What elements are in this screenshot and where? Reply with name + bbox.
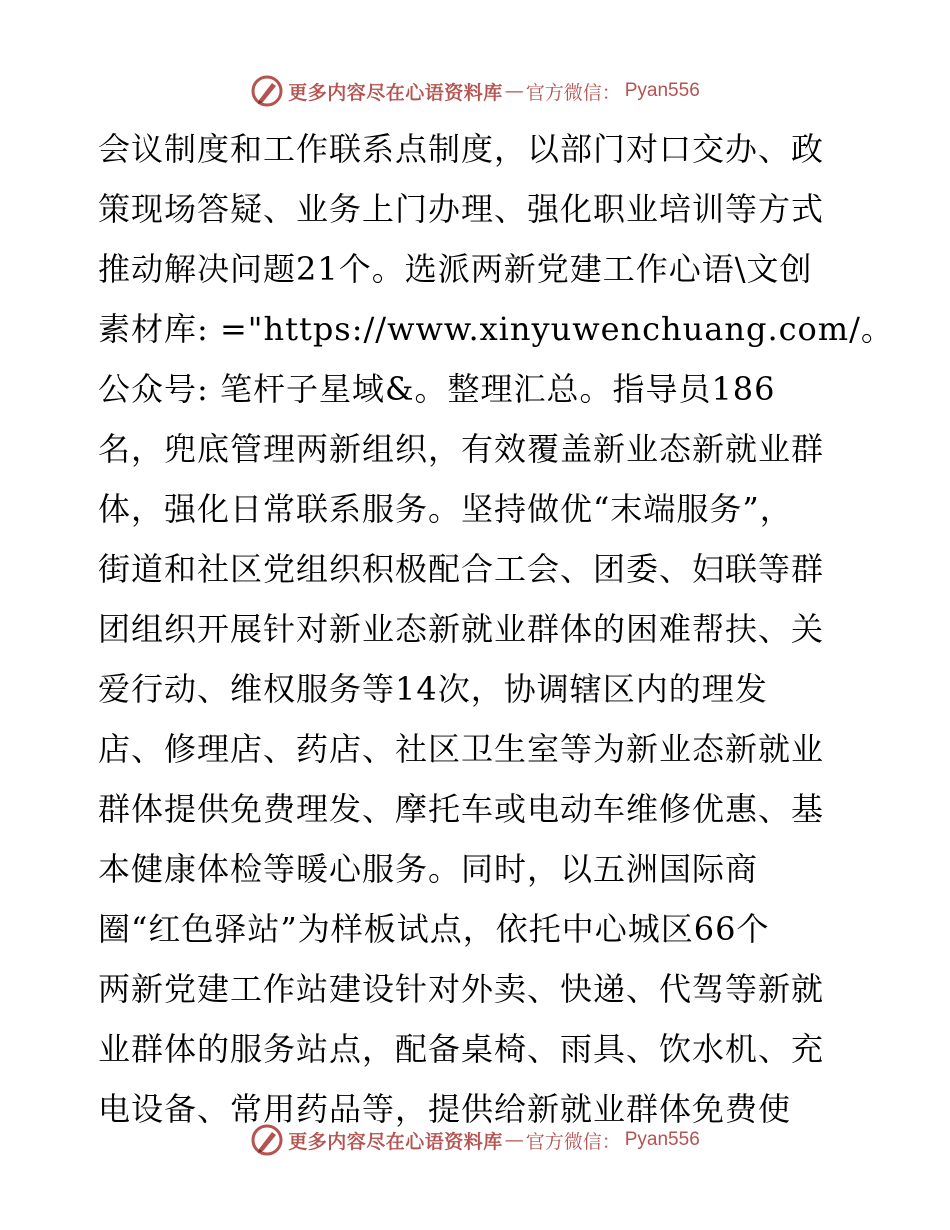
footer-official-label: 官方微信： [525, 1130, 621, 1153]
body-line: 两新党建工作站建设针对外卖、快递、代驾等新就 [98, 970, 825, 1008]
body-line: 店、修理店、药店、社区卫生室等为新业态新就业 [98, 730, 825, 768]
header-wechat-id: Pyan556 [624, 80, 700, 101]
header-brand-text: 更多内容尽在心语资料库 [288, 81, 503, 104]
body-line: 爱行动、维权服务等14次，协调辖区内的理发 [98, 670, 768, 708]
body-line: 本健康体检等暖心服务。同时，以五洲国际商 [98, 850, 759, 888]
body-line: 体，强化日常联系服务。坚持做优“末端服务”， [98, 490, 793, 528]
body-line: 群体提供免费理发、摩托车或电动车维修优惠、基 [98, 790, 825, 828]
body-line: 策现场答疑、业务上门办理、强化职业培训等方式 [98, 190, 825, 228]
body-line: 业群体的服务站点，配备桌椅、雨具、饮水机、充 [98, 1030, 825, 1068]
header-official-label: 官方微信： [525, 81, 621, 104]
footer-wechat-id: Pyan556 [624, 1129, 700, 1150]
body-line: 公众号: 笔杆子星域&。整理汇总。指导员186 [98, 370, 776, 408]
body-line: 团组织开展针对新业态新就业群体的困难帮扶、关 [98, 610, 825, 648]
document-body [98, 119, 894, 1139]
body-line: 会议制度和工作联系点制度，以部门对口交办、政 [98, 130, 825, 168]
body-line: 素材库: ="https://www.xinyuwenchuang.com/。 [98, 310, 894, 348]
footer-dash: — [504, 1129, 524, 1151]
body-line: 圈“红色驿站”为样板试点，依托中心城区66个 [98, 910, 770, 948]
footer-brand-text: 更多内容尽在心语资料库 [288, 1130, 503, 1153]
body-line: 推动解决问题21个。选派两新党建工作心语\文创 [98, 250, 813, 288]
pen-logo-icon [250, 74, 284, 108]
body-line: 电设备、常用药品等，提供给新就业群体免费使 [98, 1090, 792, 1128]
header-dash: — [504, 80, 524, 102]
body-line: 街道和社区党组织积极配合工会、团委、妇联等群 [98, 550, 825, 588]
pen-logo-icon [250, 1123, 284, 1157]
header-banner [0, 71, 950, 111]
footer-banner [0, 1120, 950, 1160]
body-line: 名，兜底管理两新组织，有效覆盖新业态新就业群 [98, 430, 825, 468]
